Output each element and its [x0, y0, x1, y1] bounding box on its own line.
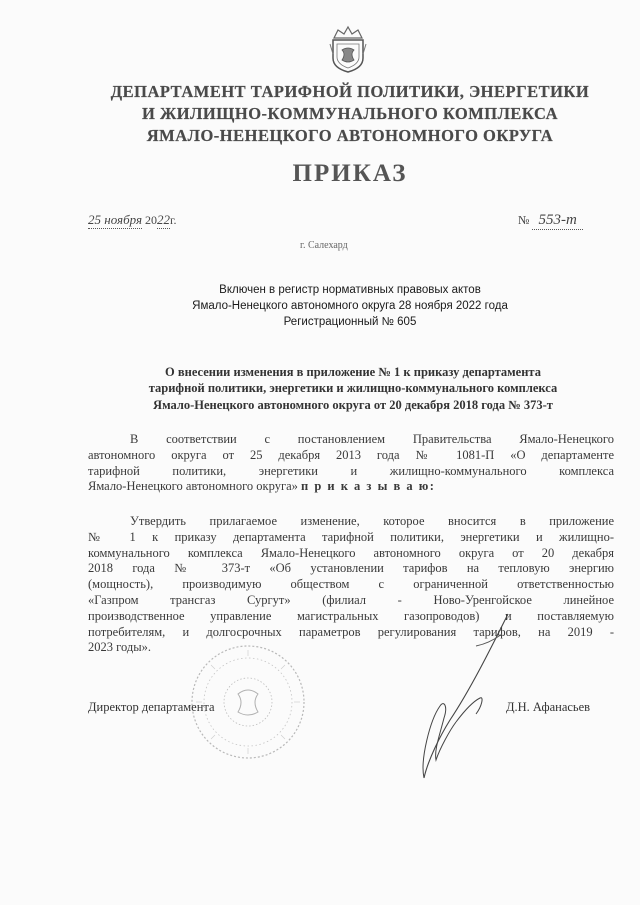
registration-line-1: Включен в регистр нормативных правовых актов: [219, 284, 481, 296]
body-line-8: потребителям, и долгосрочных параметров регулирования тарифов, на 2019 -: [88, 624, 614, 639]
date-year-suffix: 22: [156, 212, 170, 227]
city-name: г. Салехард: [300, 240, 348, 251]
preamble-line-2: автономного округа от 25 декабря 2013 года № 1081-П «О департаменте: [88, 447, 614, 462]
document-number: [518, 212, 583, 230]
signatory-position: Директор департамента: [88, 700, 215, 714]
document-type-title: ПРИКАЗ: [292, 160, 408, 187]
department-name-line-2: И ЖИЛИЩНО-КОММУНАЛЬНОГО КОМПЛЕКСА: [142, 104, 558, 123]
subject-line-1: О внесении изменения в приложение № 1 к приказу департамента: [165, 365, 541, 379]
date-day-month: 25 ноября: [88, 212, 142, 227]
signatory-name: Д.Н. Афанасьев: [506, 700, 591, 714]
registration-line-2: Ямало-Ненецкого автономного округа 28 ноября 2022 года: [192, 300, 508, 312]
body-line-6: «Газпром трансгаз Сургут» (филиал - Ново-Уренгойское линейное: [88, 592, 614, 607]
preamble-line-3: тарифной политики, энергетики и жилищно-коммунального комплекса: [88, 463, 614, 478]
subject-line-3: Ямало-Ненецкого автономного округа от 20 декабря 2018 года № 373-т: [153, 398, 553, 412]
department-name-line-3: ЯМАЛО-НЕНЕЦКОГО АВТОНОМНОГО ОКРУГА: [146, 126, 554, 145]
number-value: 553-т: [532, 212, 582, 230]
date-year-end: г.: [169, 213, 177, 227]
handwritten-signature: [410, 610, 520, 785]
body-paragraph: [88, 514, 614, 656]
registration-line-3: Регистрационный № 605: [283, 316, 417, 328]
body-line-2: № 1 к приказу департамента тарифной политики, энергетики и жилищно-: [88, 529, 614, 544]
preamble-paragraph: [88, 432, 614, 495]
preamble-line-4-text: Ямало-Ненецкого автономного округа»: [88, 479, 298, 494]
number-prefix: №: [518, 213, 530, 227]
body-line-4: 2018 года № 373-т «Об установлении тарифов на тепловую энергию: [88, 561, 614, 576]
date-year-prefix: 20: [144, 213, 157, 227]
body-line-5: (мощность), производимую обществом с ограниченной ответственностью: [88, 577, 614, 592]
coat-of-arms-emblem: [328, 24, 368, 74]
document-date: [88, 212, 177, 229]
preamble-line-4: [88, 479, 614, 495]
body-line-3: коммунального комплекса Ямало-Ненецкого автономного округа от 20 декабря: [88, 545, 614, 560]
department-name-line-1: ДЕПАРТАМЕНТ ТАРИФНОЙ ПОЛИТИКИ, ЭНЕРГЕТИКИ: [110, 82, 590, 101]
preamble-line-1: В соответствии с постановлением Правительства Ямало-Ненецкого: [130, 432, 614, 446]
order-word: п р и к а з ы в а ю:: [301, 479, 436, 494]
body-line-9: 2023 годы».: [88, 640, 151, 655]
subject-line-2: тарифной политики, энергетики и жилищно-коммунального комплекса: [148, 381, 558, 395]
body-line-1: Утвердить прилагаемое изменение, которое вносится в приложение: [130, 514, 614, 528]
body-line-7: производственное управление магистральных газопроводов) и поставляемую: [88, 608, 614, 623]
